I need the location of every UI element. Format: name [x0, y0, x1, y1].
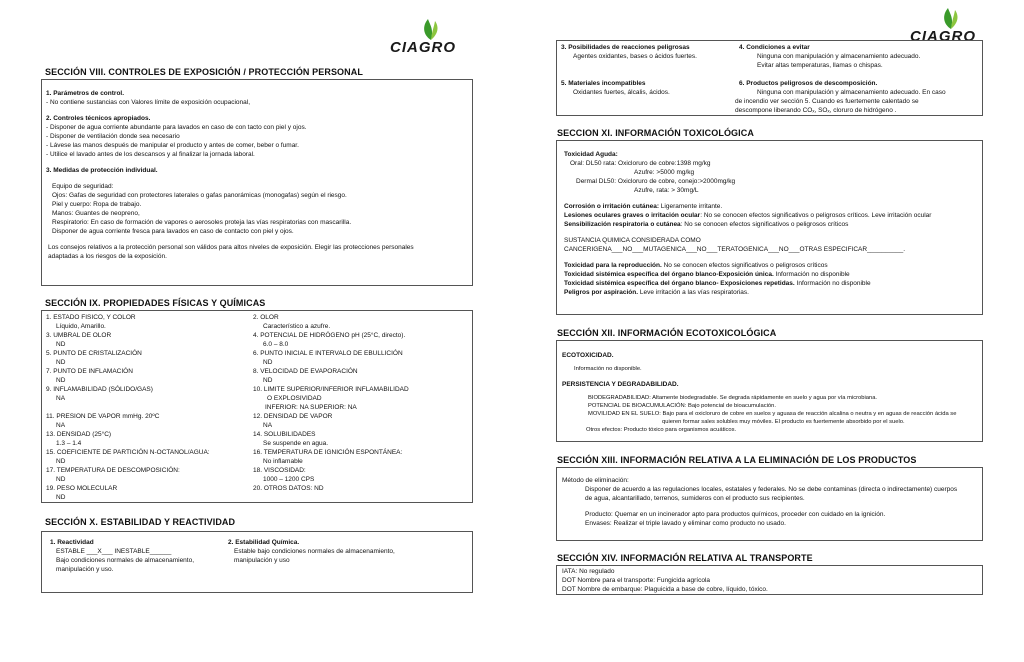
decomposition-title: 6. Productos peligrosos de descomposición.	[739, 80, 878, 87]
reactivity-line: Bajo condiciones normales de almacenamiento,	[56, 557, 195, 564]
property-line: Se suspende en agua.	[263, 440, 329, 447]
transport-line: DOT Nombre de embarque: Plaguicida a base de cobre, líquido, tóxico.	[562, 586, 768, 593]
eye-damage-text: : No se conocen efectos significativos o peligrosos críticos. Leve irritación ocular	[700, 212, 932, 219]
sensitization-line	[564, 220, 977, 229]
properties-col-1	[46, 313, 251, 502]
persistence-line: quieren formar sales solubles muy móviles. El producto es fuertemente absorbido por el suelo.	[662, 419, 905, 425]
decomposition-line: descompone liberando COₓ, SOₓ, cloruro de hidrógeno .	[735, 107, 897, 114]
property-line: Característico a azufre.	[263, 323, 331, 330]
disposal-method-line: de agua, alcantarillado, terrenos, sumideros con el producto sus recipientes.	[585, 495, 805, 502]
advice-line: adaptadas a los riesgos de la exposición.	[48, 253, 167, 260]
property-line: 10. LIMITE SUPERIOR/INFERIOR INFLAMABILIDAD	[253, 386, 409, 393]
property-line: 12. DENSIDAD DE VAPOR	[253, 413, 333, 420]
property-line: INFERIOR: NA SUPERIOR: NA	[265, 404, 357, 411]
ecotoxicity-title: ECOTOXICIDAD.	[562, 352, 614, 359]
protection-title: 3. Medidas de protección individual.	[46, 167, 158, 174]
property-line: 17. TEMPERATURA DE DESCOMPOSICIÓN:	[46, 467, 180, 474]
acute-toxicity-line: Dermal DL50: Oxicloruro de cobre, conejo:>2000mg/kg	[576, 178, 736, 185]
equipment-line: Disponer de agua corriente fresca para lavados en caso de contacto con piel y ojos.	[52, 228, 294, 235]
aspiration-label: Peligros por aspiración.	[564, 289, 639, 296]
transport-line: DOT Nombre para el transporte: Fungicida agrícola	[562, 577, 711, 584]
persistence-line: BIODEGRADABILIDAD: Altamente biodegradable. Se degrada rápidamente en suelo y agua por vía microbiana.	[588, 395, 878, 401]
stability-line: Estable bajo condiciones normales de almacenamiento,	[234, 548, 395, 555]
property-line: 5. PUNTO DE CRISTALIZACIÓN	[46, 350, 142, 357]
acute-toxicity-line: Azufre, rata: > 30mg/L	[634, 187, 699, 194]
persistence-line: MOVILIDAD EN EL SUELO: Bajo para el oxicloruro de cobre en suelos y aguasa de reacción alcalina o neutra y en aguas de reacción ácida se	[588, 411, 957, 417]
leaf-icon	[420, 17, 442, 41]
reactions-line: Agentes oxidantes, bases o ácidos fuertes.	[573, 53, 697, 60]
property-line: 18. VISCOSIDAD:	[253, 467, 306, 474]
tech-controls-line: - Disponer de ventilación donde sea necesario	[46, 133, 180, 140]
decomposition-line: de incendio ver sección 5. Cuando es fuertemente calentado se	[735, 98, 919, 105]
incompatible-title: 5. Materiales incompatibles	[561, 80, 646, 87]
section-14-box	[556, 565, 983, 595]
acute-toxicity-line: Azufre: >5000 mg/kg	[634, 169, 695, 176]
eye-damage-label: Lesiones oculares graves o irritación ocular	[564, 212, 701, 219]
repeated-exposure-text: Información no disponible	[794, 280, 871, 287]
reactivity-line: ESTABLE ___X___ INESTABLE______	[56, 548, 172, 555]
property-line: 8. VELOCIDAD DE EVAPORACIÓN	[253, 368, 358, 375]
substance-classification-line: CANCERIGENA___NO___MUTAGENICA___NO___TERATOGENICA___NO___OTRAS ESPECIFICAR__________.	[564, 246, 906, 253]
property-line: 9. INFLAMABILIDAD (SÓLIDO/GAS)	[46, 386, 153, 393]
stability-line: manipulación y uso	[234, 557, 290, 564]
property-line: NA	[56, 422, 66, 429]
property-line: ND	[56, 476, 66, 483]
repeated-exposure-line	[564, 279, 977, 288]
reactivity-line: manipulación y uso.	[56, 566, 114, 573]
stability-title: 2. Estabilidad Química.	[228, 539, 300, 546]
property-line: 6.0 – 8.0	[263, 341, 289, 348]
property-line: 19. PESO MOLECULAR	[46, 485, 118, 492]
property-line: ND	[263, 377, 273, 384]
section-9-box	[41, 310, 473, 503]
property-line: ND	[263, 359, 273, 366]
section-10-title: SECCIÓN X. ESTABILIDAD Y REACTIVIDAD	[45, 517, 236, 527]
property-line: ND	[56, 494, 66, 501]
section-10-box	[41, 531, 473, 593]
repeated-exposure-label: Toxicidad sistémica específica del órgano blanco- Exposiciones repetidas.	[564, 280, 795, 287]
ecotoxicity-line: Información no disponible.	[574, 366, 642, 372]
skin-corrosion-label: Corrosión o irritación cutánea:	[564, 203, 659, 210]
property-line: 16. TEMPERATURA DE IGNICIÓN ESPONTÁNEA:	[253, 449, 403, 456]
section-11-box	[556, 140, 983, 315]
reactivity-title: 1. Reactividad	[50, 539, 94, 546]
equipment-line: Piel y cuerpo: Ropa de trabajo.	[52, 201, 142, 208]
section-9-title: SECCIÓN IX. PROPIEDADES FÍSICAS Y QUÍMICAS	[45, 298, 266, 308]
equipment-line: Equipo de seguridad:	[52, 183, 114, 190]
property-line: Líquido, Amarillo.	[56, 323, 106, 330]
incompatible-line: Oxidantes fuertes, álcalis, ácidos.	[573, 89, 670, 96]
property-line: NA	[56, 395, 66, 402]
equipment-line: Manos: Guantes de neopreno,	[52, 210, 140, 217]
single-exposure-line	[564, 270, 977, 279]
section-11-title: SECCION XI. INFORMACIÓN TOXICOLÓGICA	[557, 128, 754, 138]
persistence-line: POTENCIAL DE BIOACUMULACIÓN: Bajo potencial de bioacumulación.	[588, 403, 776, 409]
reactions-title: 3. Posibilidades de reacciones peligrosas	[561, 44, 690, 51]
reactions-col	[561, 43, 697, 97]
property-line: 4. POTENCIAL DE HIDRÓGENO pH (25°C, directo).	[253, 332, 406, 339]
container-disposal-line: Envases: Realizar el triple lavado y eliminar como producto no usado.	[585, 520, 786, 527]
logo-wordmark: CIAGRO	[910, 28, 976, 45]
single-exposure-text: Información no disponible	[773, 271, 850, 278]
conditions-title: 4. Condiciones a evitar	[739, 44, 810, 51]
property-line: 13. DENSIDAD (25°C)	[46, 431, 112, 438]
reproduction-label: Toxicidad para la reproducción.	[564, 262, 662, 269]
property-line: 3. UMBRAL DE OLOR	[46, 332, 112, 339]
aspiration-text: Leve irritación a las vías respiratorias.	[638, 289, 749, 296]
section-10-continued-box	[556, 40, 983, 116]
transport-line: IATA: No regulado	[562, 568, 615, 575]
aspiration-line	[564, 288, 977, 297]
skin-corrosion-line	[564, 202, 977, 211]
reactivity-col	[50, 538, 194, 574]
logo-wordmark: CIAGRO	[390, 39, 456, 56]
ciagro-logo	[390, 17, 470, 57]
product-disposal-line: Producto: Quemar en un incinerador apto para productos químicos, proceder con cuidado en la ignición.	[585, 511, 886, 518]
tech-controls-line: - Utilice el lavado antes de los descansos y al finalizar la jornada laboral.	[46, 151, 255, 158]
substance-line: SUSTANCIA QUIMICA CONSIDERADA COMO	[564, 237, 701, 244]
conditions-line: Evitar altas temperaturas, llamas o chispas.	[757, 62, 883, 69]
acute-toxicity-title: Toxicidad Aguda:	[564, 151, 618, 158]
property-line: ND	[56, 458, 66, 465]
sensitization-label: Sensibilización respiratoria o cutánea	[564, 221, 681, 228]
control-params-title: 1. Parámetros de control.	[46, 90, 125, 97]
persistence-title: PERSISTENCIA Y DEGRADABILIDAD.	[562, 381, 679, 388]
equipment-line: Respiratorio: En caso de formación de vapores o aerosoles proteja las vías respiratorias con mascarilla.	[52, 219, 352, 226]
tech-controls-title: 2. Controles técnicos apropiados.	[46, 115, 151, 122]
property-line: 6. PUNTO INICIAL E INTERVALO DE EBULLICIÓN	[253, 350, 403, 357]
property-line: 1000 – 1200 CPS	[263, 476, 315, 483]
section-8-title: SECCIÓN VIII. CONTROLES DE EXPOSICIÓN / PROTECCIÓN PERSONAL	[45, 67, 363, 77]
section-14-title: SECCIÓN XIV. INFORMACIÓN RELATIVA AL TRANSPORTE	[557, 553, 813, 563]
section-13-box	[556, 467, 983, 541]
single-exposure-label: Toxicidad sistémica específica del órgano blanco-Exposición única.	[564, 271, 774, 278]
property-line: ND	[56, 341, 66, 348]
other-effects-line: Otros efectos: Producto tóxico para organismos acuáticos.	[586, 427, 737, 433]
property-line: 15. COEFICIENTE DE PARTICIÓN N-OCTANOL/AGUA:	[46, 449, 210, 456]
section-13-title: SECCIÓN XIII. INFORMACIÓN RELATIVA A LA ELIMINACIÓN DE LOS PRODUCTOS	[557, 455, 917, 465]
tech-controls-line: - Lávese las manos después de manipular el producto y antes de comer, beber o fumar.	[46, 142, 299, 149]
property-line: 1. ESTADO FISICO, Y COLOR	[46, 314, 136, 321]
property-line: 7. PUNTO DE INFLAMACIÓN	[46, 368, 133, 375]
reproduction-line	[564, 261, 977, 270]
skin-corrosion-text: Ligeramente irritante.	[659, 203, 723, 210]
acute-toxicity-line: Oral: DL50 rata: Oxicloruro de cobre:1398 mg/kg	[570, 160, 711, 167]
conditions-line: Ninguna con manipulación y almacenamiento adecuado.	[757, 53, 921, 60]
tech-controls-line: - Disponer de agua corriente abundante para lavados en caso de con tacto con piel y ojos.	[46, 124, 307, 131]
section-12-title: SECCIÓN XII. INFORMACIÓN ECOTOXICOLÓGICA	[557, 328, 777, 338]
disposal-method-title: Método de eliminación:	[562, 477, 629, 484]
property-line: NA	[263, 422, 273, 429]
sensitization-text: : No se conocen efectos significativos o peligrosos críticos	[680, 221, 849, 228]
property-line: ND	[56, 359, 66, 366]
property-line: No inflamable	[263, 458, 303, 465]
property-line: 20. OTROS DATOS: ND	[253, 485, 324, 492]
section-12-box	[556, 340, 983, 442]
section-8-box	[41, 79, 473, 286]
right-page	[512, 0, 1024, 662]
property-line: 11. PRESION DE VAPOR mmHg. 20ºC	[46, 413, 160, 420]
leaf-icon	[940, 6, 962, 30]
stability-col	[228, 538, 395, 565]
property-line: ND	[56, 377, 66, 384]
control-params-line: - No contiene sustancias con Valores límite de exposición ocupacional,	[46, 99, 251, 106]
equipment-line: Ojos: Gafas de seguridad con protectores laterales o gafas panorámicas (monogafas) según el riesgo.	[52, 192, 347, 199]
disposal-method-line: Disponer de acuerdo a las regulaciones locales, estatales y federales. No se debe contaminas (directa o indirectamente) cuerpos	[585, 486, 958, 493]
decomposition-line: Ninguna con manipulación y almacenamiento adecuado. En caso	[757, 89, 946, 96]
property-line: 14. SOLUBILIDADES	[253, 431, 316, 438]
reproduction-text: No se conocen efectos significativos o peligrosos críticos	[661, 262, 828, 269]
properties-col-2	[253, 313, 468, 493]
conditions-col	[735, 43, 946, 115]
property-line: O EXPLOSIVIDAD	[267, 395, 322, 402]
property-line: 1.3 – 1.4	[56, 440, 82, 447]
property-line: 2. OLOR	[253, 314, 279, 321]
property-line	[46, 403, 251, 412]
eye-damage-line	[564, 211, 977, 220]
advice-line: Los consejos relativos a la protección personal son válidos para altos niveles de exposición. Elegir las protecciones personales	[48, 244, 414, 251]
